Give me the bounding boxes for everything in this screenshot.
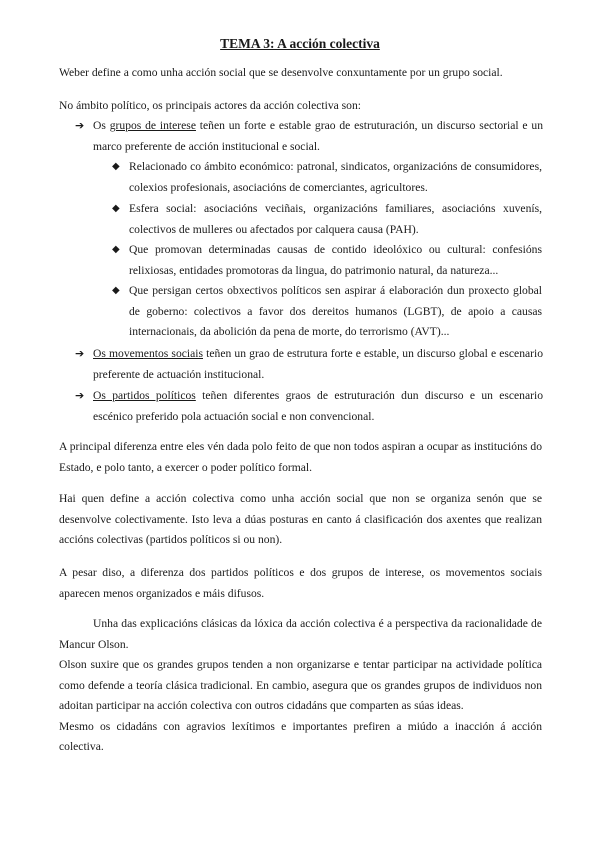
list-item-partidos-politicos: ➔ Os partidos políticos teñen diferentes graos de estruturación dun discurso e un escenario escénico preferido pola actuación social e non convencional. xyxy=(93,386,543,427)
paragraph-define: Hai quen define a acción colectiva como unha acción social que non se organiza senón que se desenvolve colectivamente. Isto leva a dúas posturas en canto á clasificación dos axentes que realizan accións colectivas (partidos políticos si ou non). xyxy=(59,492,542,546)
list-item-ideoloxico: ◆ Que promovan determinadas causas de contido ideolóxico ou cultural: confesións relixiosas, entidades promotoras da lingua, do patrimonio natural, da natureza... xyxy=(129,240,542,281)
actors-lead: No ámbito político, os principais actores da acción colectiva son: xyxy=(59,99,361,112)
paragraph-olson-mesmo: Mesmo os cidadáns con agravios lexítimos e importantes prefiren a miúdo a inacción á acción colectiva. xyxy=(59,719,542,753)
list-item-movementos-sociais: ➔ Os movementos sociais teñen un grao de estrutura forte e estable, un discurso global e escenario preferente de actuación institucional. xyxy=(93,344,543,385)
list-item-economico: ◆ Relacionado co ámbito económico: patronal, sindicatos, organizacións de consumidores, colexios profesionais, asociacións de comerciantes, agricultores. xyxy=(129,157,542,198)
intro-paragraph: Weber define a como unha acción social que se desenvolve conxuntamente por un grupo social. xyxy=(59,66,503,79)
term-grupos-de-interese: grupos de interese xyxy=(109,119,196,132)
olson-section xyxy=(59,614,542,758)
list-item-politico: ◆ Que persigan certos obxectivos políticos sen aspirar á elaboración dun proxecto global de goberno: colectivos a favor dos dereitos humanos (LGBT), de apoio a causas internacionais, da abolición da pena de morte, do terrorismo (AVT)... xyxy=(129,281,542,343)
arrow-right-icon: ➔ xyxy=(75,119,85,132)
arrow-right-icon: ➔ xyxy=(75,347,85,360)
term-movementos-sociais: Os movementos sociais xyxy=(93,347,203,360)
term-partidos-politicos: Os partidos políticos xyxy=(93,389,196,402)
diamond-bullet-icon: ◆ xyxy=(112,203,120,214)
diamond-bullet-icon: ◆ xyxy=(112,244,120,255)
arrow-right-icon: ➔ xyxy=(75,389,85,402)
paragraph-pesar: A pesar diso, a diferenza dos partidos políticos e dos grupos de interese, os movementos sociais aparecen menos organizados e máis difusos. xyxy=(59,566,542,600)
diamond-bullet-icon: ◆ xyxy=(112,285,120,296)
page-title: TEMA 3: A acción colectiva xyxy=(220,36,380,51)
paragraph-olson-suxire: Olson suxire que os grandes grupos tenden a non organizarse e tentar participar na actividade política como defende a teoría clásica tradicional. En cambio, asegura que os grandes grupos de individuos non adoitan participar na acción colectiva con outros cidadáns que comparten as súas ideas. xyxy=(59,658,542,712)
paragraph-olson-intro: Unha das explicacións clásicas da lóxica da acción colectiva é a perspectiva da racionalidade de Mancur Olson. xyxy=(59,617,542,651)
paragraph-diferenza: A principal diferenza entre eles vén dada polo feito de que non todos aspiran a ocupar as institucións do Estado, e polo tanto, a exercer o poder político formal. xyxy=(59,440,542,474)
list-item-grupos-de-interese: ➔ Os grupos de interese teñen un forte e estable grao de estruturación, un discurso sectorial e un marco preferente de acción institucional e social. xyxy=(93,116,543,157)
diamond-bullet-icon: ◆ xyxy=(112,161,120,172)
list-item-social: ◆ Esfera social: asociacións veciñais, organizacións familiares, asociacións xuvenís, colectivos de mulleres ou afectados por calquera causa (PAH). xyxy=(129,199,542,240)
